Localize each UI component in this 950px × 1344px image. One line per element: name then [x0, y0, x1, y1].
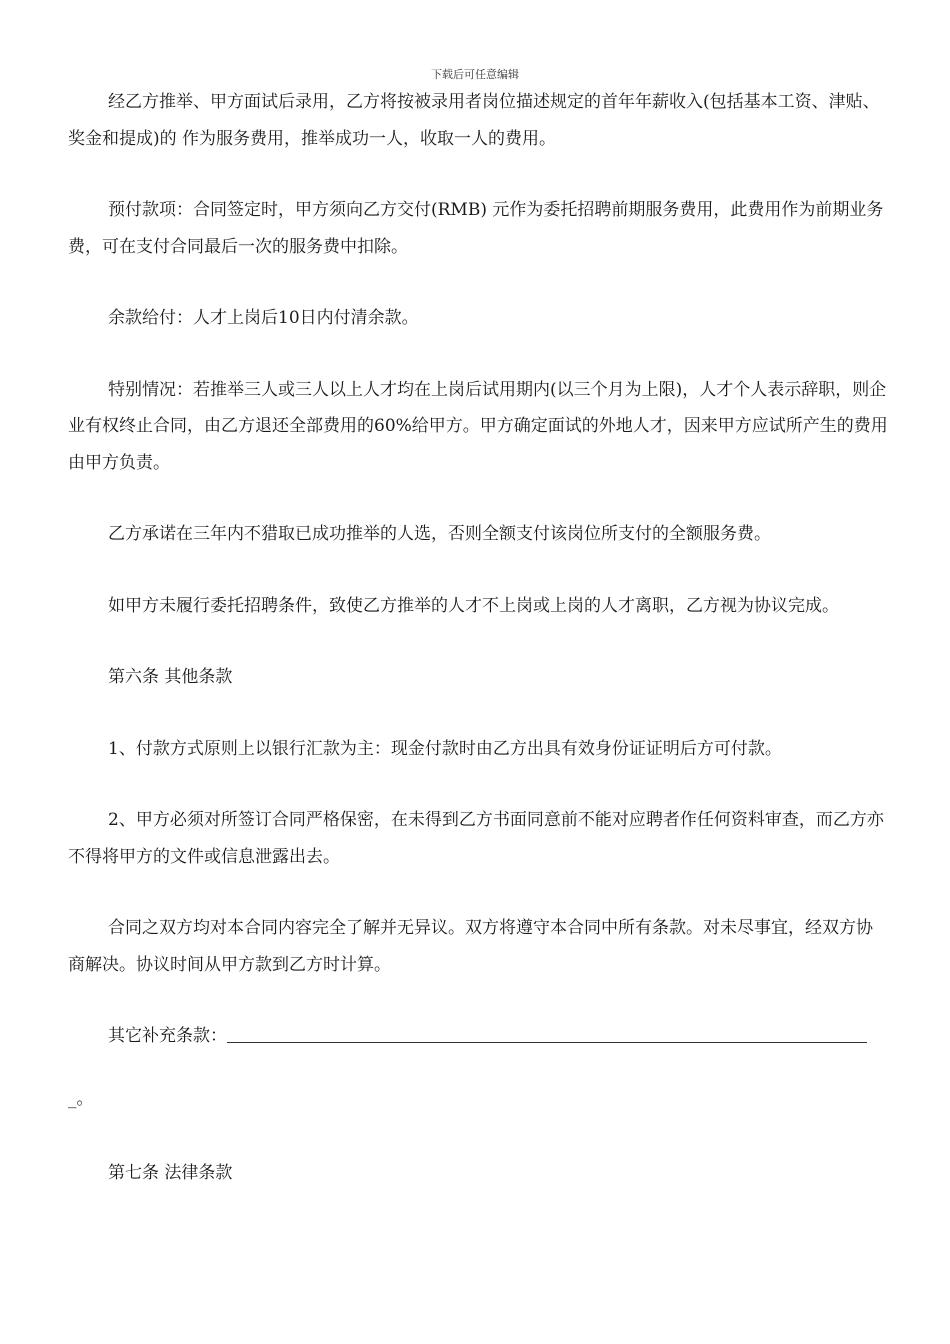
- section-heading-7: 第七条 法律条款: [108, 1163, 233, 1183]
- clause-payment-method: 1、付款方式原则上以银行汇款为主：现金付款时由乙方出具有效身份证证明后方可付款。: [108, 738, 782, 759]
- supplement-label: 其它补充条款：: [108, 1026, 227, 1046]
- contract-body: [68, 84, 888, 1227]
- paragraph-service-fee: 经乙方推举、甲方面试后录用，乙方将按被录用者岗位描述规定的首年年薪收入(包括基本工资、津贴、奖金和提成)的 作为服务费用，推举成功一人，收取一人的费用。: [68, 92, 880, 149]
- paragraph-no-poaching: 乙方承诺在三年内不猎取已成功推举的人选，否则全额支付该岗位所支付的全额服务费。: [108, 524, 771, 544]
- section-heading-6: 第六条 其他条款: [108, 667, 233, 687]
- supplement-blank-line[interactable]: [227, 1022, 867, 1043]
- paragraph-special-cases: 特别情况：若推举三人或三人以上人才均在上岗后试用期内(以三个月为上限)，人才个人表示辞职，则企业有权终止合同，由乙方退还全部费用的60%给甲方。甲方确定面试的外地人才，因来甲方应试所产生的费用由甲方负责。: [68, 379, 888, 473]
- paragraph-mutual-agreement: 合同之双方均对本合同内容完全了解并无异议。双方将遵守本合同中所有条款。对未尽事宜，经双方协商解决。协议时间从甲方款到乙方时计算。: [68, 918, 873, 975]
- clause-confidentiality: 2、甲方必须对所签订合同严格保密，在未得到乙方书面同意前不能对应聘者作任何资料审查，而乙方亦不得将甲方的文件或信息泄露出去。: [68, 810, 884, 867]
- supplement-clause: [68, 1018, 888, 1055]
- paragraph-balance-payment: 余款给付：人才上岗后10日内付清余款。: [108, 308, 419, 328]
- page-header: 下载后可任意编辑: [431, 68, 519, 81]
- paragraph-prepayment: 预付款项：合同签定时，甲方须向乙方交付(RMB) 元作为委托招聘前期服务费用，此费用作为前期业务费，可在支付合同最后一次的服务费中扣除。: [68, 200, 884, 257]
- supplement-tail: _。: [68, 1088, 94, 1109]
- paragraph-agreement-complete: 如甲方未履行委托招聘条件，致使乙方推举的人才不上岗或上岗的人才离职，乙方视为协议完成。: [108, 595, 839, 616]
